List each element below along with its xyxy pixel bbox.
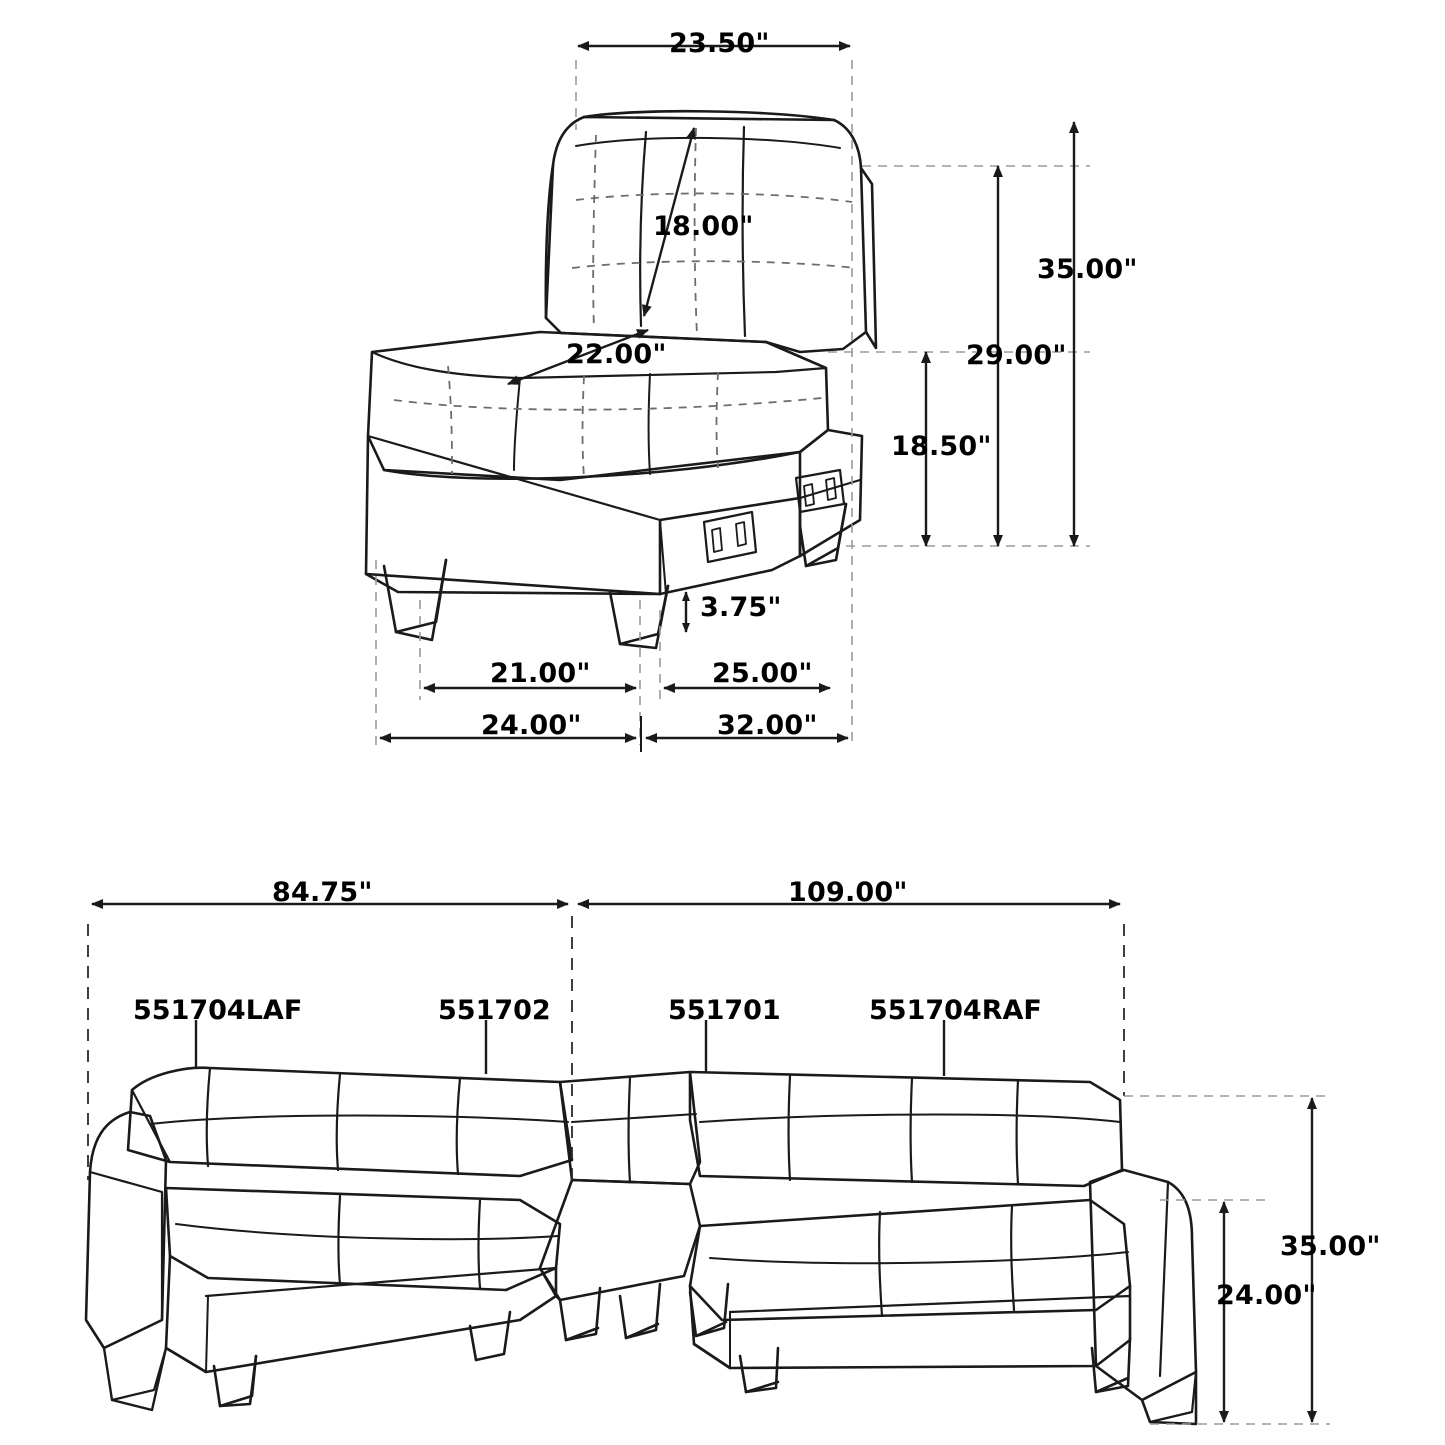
dimension-overall-depth-right: 32.00"	[717, 710, 818, 741]
dimension-back-top-height: 29.00"	[966, 340, 1067, 371]
dimension-seat-height: 18.50"	[891, 431, 992, 462]
part-label-551704raf: 551704RAF	[869, 995, 1042, 1026]
part-label-551702: 551702	[438, 995, 551, 1026]
chair-tufting-dashes	[394, 128, 856, 478]
dimension-left-section-width: 84.75"	[272, 877, 373, 908]
chair-dimension-arrows	[380, 46, 1074, 752]
part-leader-lines	[196, 1020, 944, 1076]
dimension-back-height: 18.00"	[653, 211, 754, 242]
dimension-overall-depth-left: 24.00"	[481, 710, 582, 741]
sectional-illustration	[86, 1068, 1196, 1424]
dimension-sectional-height: 35.00"	[1280, 1231, 1381, 1262]
chair-illustration	[366, 111, 876, 648]
dimension-side-depth: 25.00"	[712, 658, 813, 689]
chair-guide-lines	[376, 60, 1090, 745]
part-label-551704laf: 551704LAF	[133, 995, 303, 1026]
dimension-back-width: 23.50"	[669, 28, 770, 59]
dimension-inner-depth: 21.00"	[490, 658, 591, 689]
dimension-seat-depth: 22.00"	[566, 339, 667, 370]
dimension-right-section-width: 109.00"	[788, 877, 908, 908]
dimension-sectional-seat-back-height: 24.00"	[1216, 1280, 1317, 1311]
dimension-leg-height: 3.75"	[700, 592, 782, 623]
part-label-551701: 551701	[668, 995, 781, 1026]
sectional-guide-lines	[88, 916, 1124, 1180]
dimension-overall-height: 35.00"	[1037, 254, 1138, 285]
